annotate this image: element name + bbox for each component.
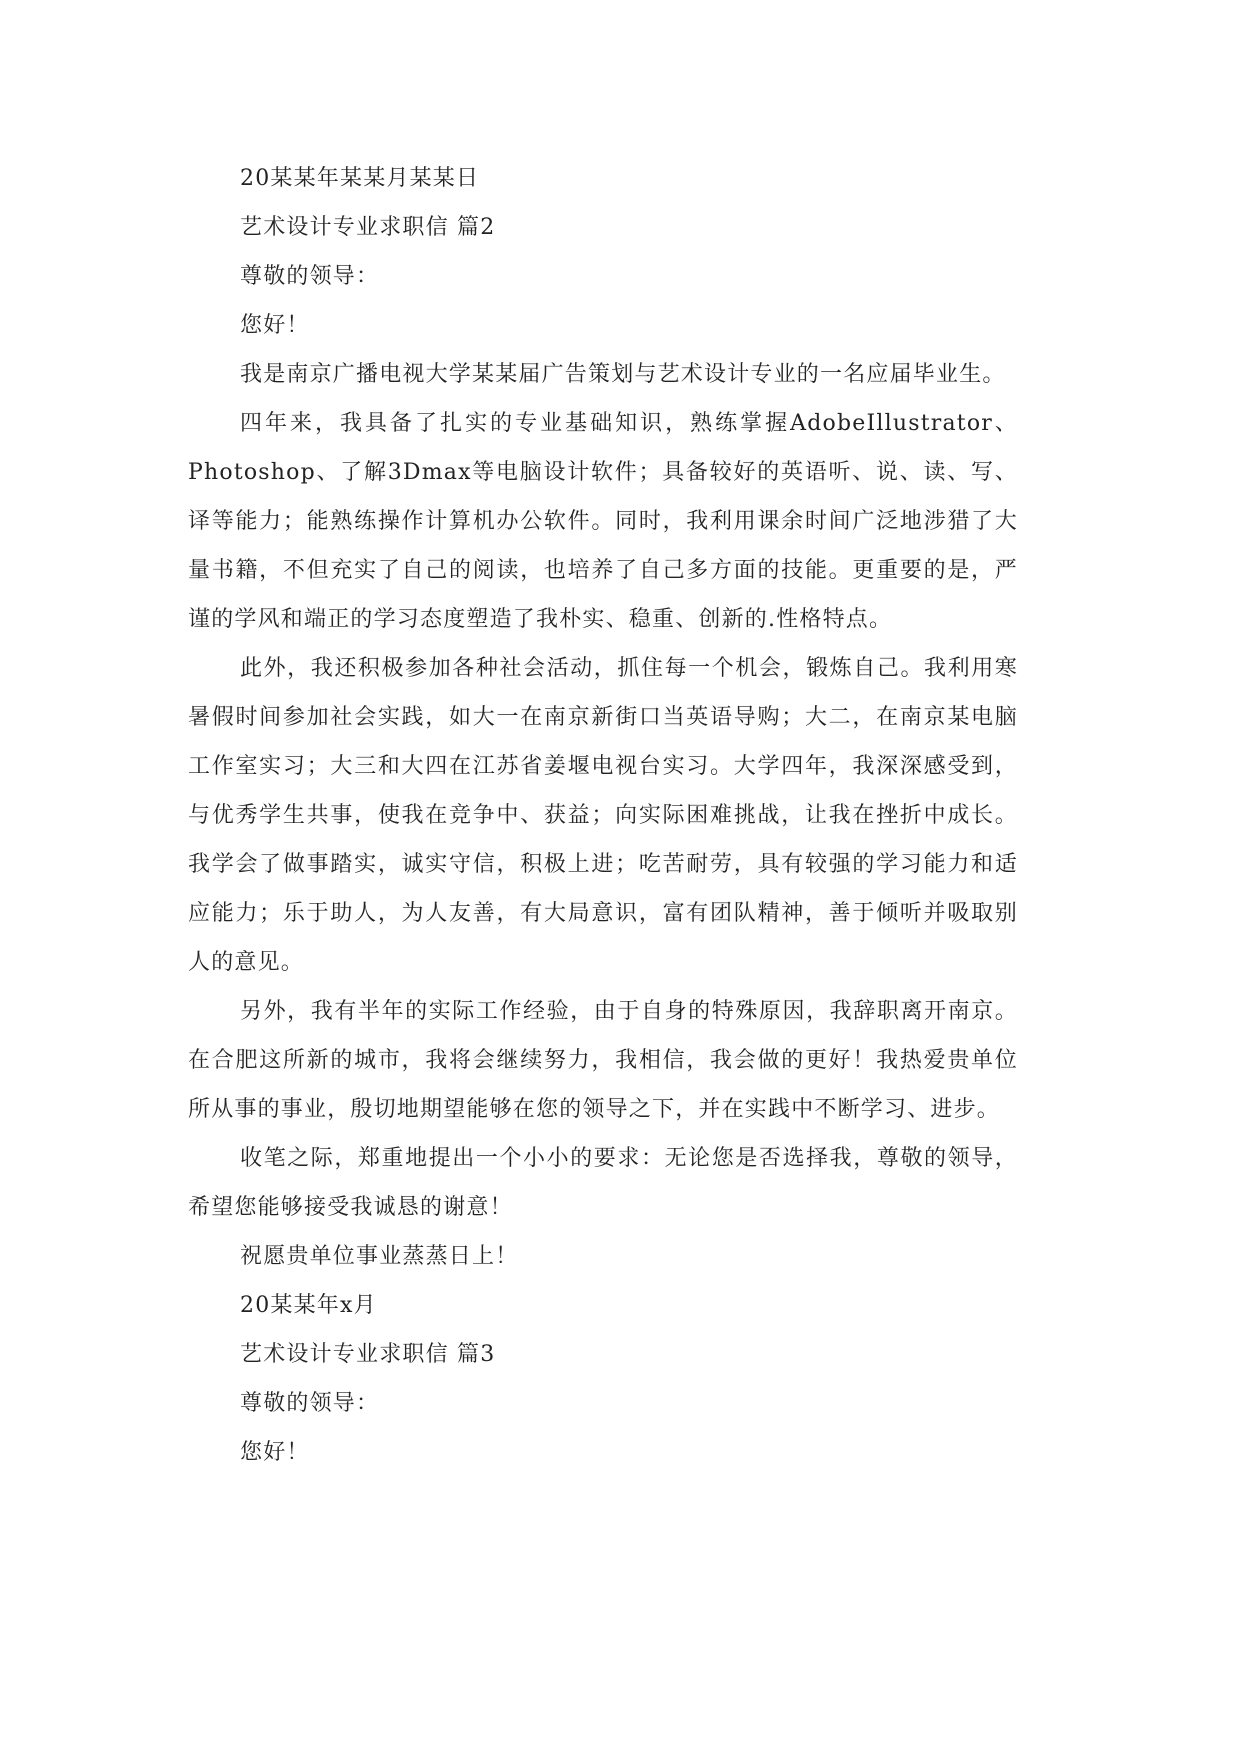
section-2-paragraph-request: 收笔之际，郑重地提出一个小小的要求：无论您是否选择我，尊敬的领导，希望您能够接受我诚恳的谢意！ (188, 1146, 1018, 1220)
section-2-closing: 祝愿贵单位事业蒸蒸日上！ (240, 1244, 519, 1269)
document-body (188, 154, 1018, 1477)
section-2-greeting: 您好！ (240, 313, 310, 338)
section-3-salutation: 尊敬的领导： (240, 1391, 380, 1416)
section-2-salutation: 尊敬的领导： (240, 264, 380, 289)
date-line: 20某某年某某月某某日 (240, 166, 480, 191)
section-2-sign-date: 20某某年x月 (240, 1293, 377, 1318)
section-3-greeting: 您好！ (240, 1440, 310, 1465)
section-2-title: 艺术设计专业求职信 篇2 (240, 215, 496, 240)
section-2-paragraph-experience: 另外，我有半年的实际工作经验，由于自身的特殊原因，我辞职离开南京。在合肥这所新的城市，我将会继续努力，我相信，我会做的更好！我热爱贵单位所从事的事业，殷切地期望能够在您的领导之下，并在实践中不断学习、进步。 (188, 999, 1018, 1122)
section-2-paragraph-skills: 四年来，我具备了扎实的专业基础知识，熟练掌握AdobeIllustrator、Photoshop、了解3Dmax等电脑设计软件；具备较好的英语听、说、读、写、译等能力；能熟练操作计算机办公软件。同时，我利用课余时间广泛地涉猎了大量书籍，不但充实了自己的阅读，也培养了自己多方面的技能。更重要的是，严谨的学风和端正的学习态度塑造了我朴实、稳重、创新的.性格特点。 (188, 411, 1018, 632)
section-2-paragraph-activities: 此外，我还积极参加各种社会活动，抓住每一个机会，锻炼自己。我利用寒暑假时间参加社会实践，如大一在南京新街口当英语导购；大二，在南京某电脑工作室实习；大三和大四在江苏省姜堰电视台实习。大学四年，我深深感受到，与优秀学生共事，使我在竞争中、获益；向实际困难挑战，让我在挫折中成长。我学会了做事踏实，诚实守信，积极上进；吃苦耐劳，具有较强的学习能力和适应能力；乐于助人，为人友善，有大局意识，富有团队精神，善于倾听并吸取别人的意见。 (188, 656, 1018, 975)
section-2-paragraph-intro: 我是南京广播电视大学某某届广告策划与艺术设计专业的一名应届毕业生。 (240, 362, 1006, 387)
section-3-title: 艺术设计专业求职信 篇3 (240, 1342, 496, 1367)
